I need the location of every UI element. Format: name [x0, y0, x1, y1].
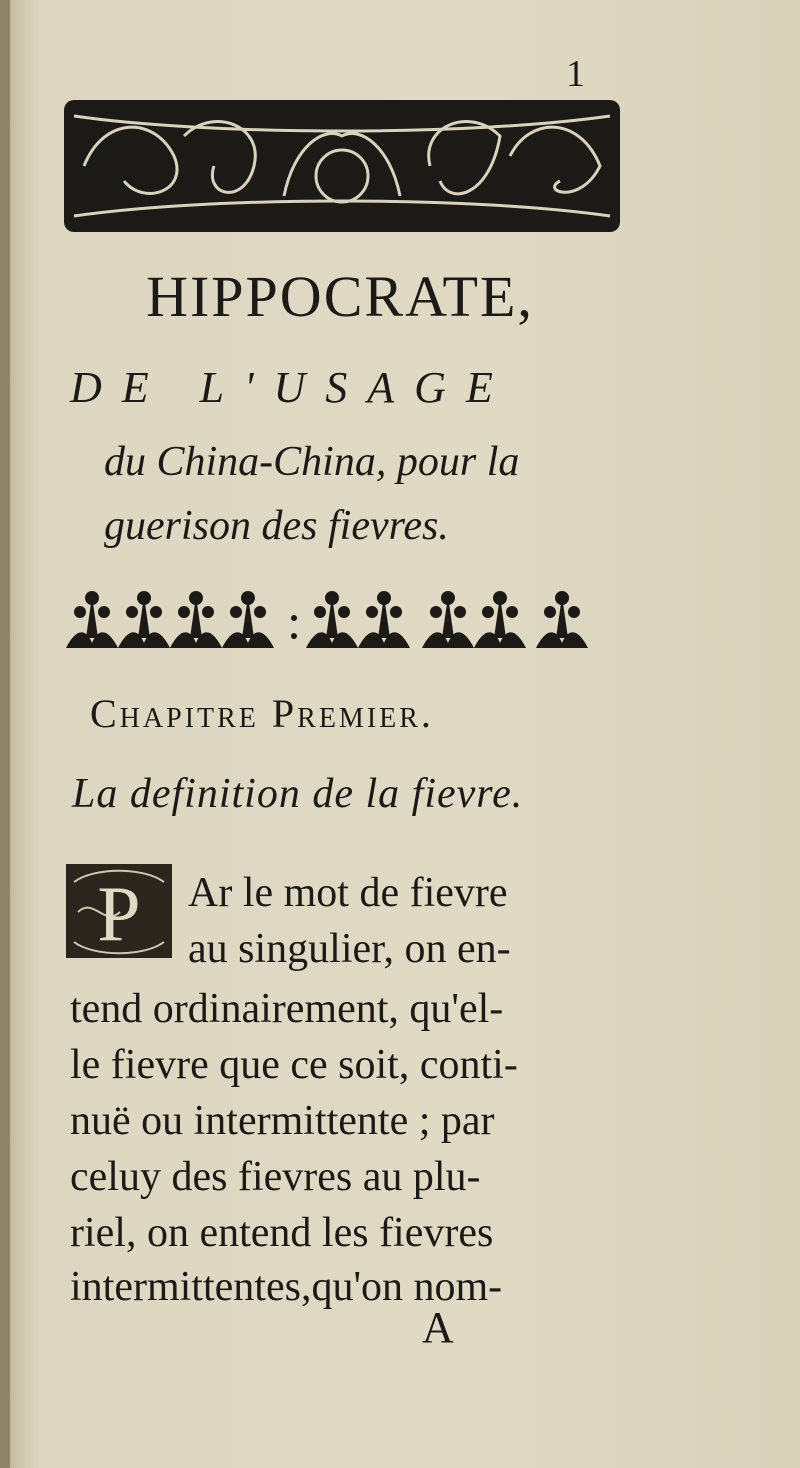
- page-title: HIPPOCRATE,: [146, 264, 534, 329]
- subtitle-block: [104, 430, 604, 558]
- body-line-1: Ar le mot de fievre: [188, 870, 508, 916]
- signature-mark: A: [422, 1303, 454, 1352]
- subtitle-line-3: guerison des fievres.: [104, 503, 449, 549]
- ornamental-headpiece-icon: [64, 96, 620, 236]
- body-line-4: le fievre que ce soit, conti-: [70, 1042, 518, 1088]
- body-line-5: nuë ou intermittente ; par: [70, 1098, 495, 1144]
- subtitle-line-2: du China-China, pour la: [104, 439, 520, 485]
- body-line-7: riel, on entend les fievres: [70, 1210, 494, 1256]
- fleuron-row-icon: [66, 588, 596, 658]
- binding-gutter: [0, 0, 10, 1468]
- dropcap-letter: P: [97, 870, 141, 957]
- body-line-3: tend ordinairement, qu'el-: [70, 986, 504, 1032]
- page-number: 1: [566, 53, 585, 95]
- body-line-2: au singulier, on en-: [188, 926, 511, 972]
- subtitle-line-1: DE L'USAGE: [70, 363, 513, 412]
- chapter-heading: Chapitre Premier.: [90, 691, 434, 736]
- decorated-initial-icon: [64, 862, 174, 960]
- body-line-6: celuy des fievres au plu-: [70, 1154, 481, 1200]
- section-rubric: La definition de la fievre.: [72, 771, 524, 817]
- body-line-8: intermittentes,qu'on nom-: [70, 1264, 503, 1310]
